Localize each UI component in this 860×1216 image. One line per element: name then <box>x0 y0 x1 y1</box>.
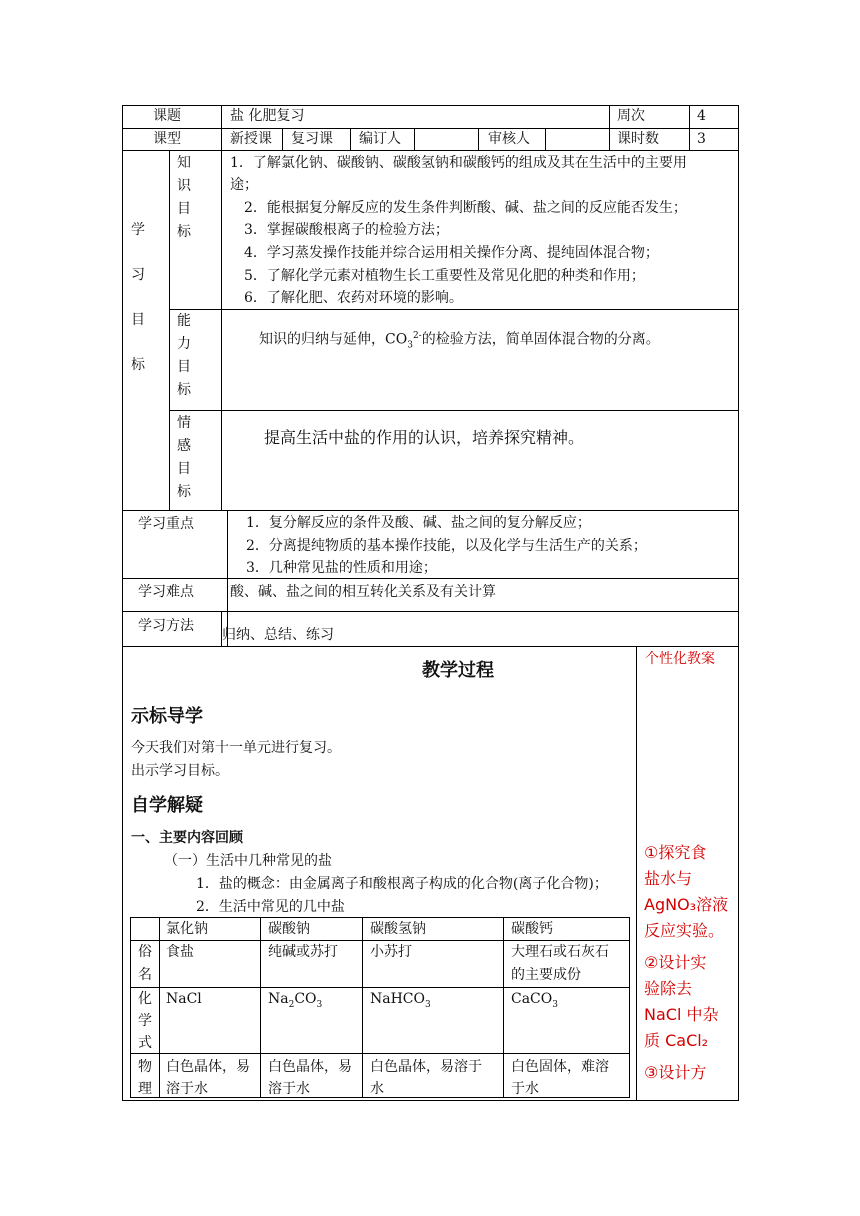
process-item: 1．盐的概念：由金属离子和酸根离子构成的化合物(离子化合物)； <box>196 876 608 892</box>
table-cell: CaCO$_3$ <box>511 991 558 1010</box>
side-title: 个性化教案 <box>645 651 715 667</box>
section-heading: 自学解疑 <box>131 795 203 816</box>
topic-label: 课题 <box>153 108 181 124</box>
process-line: 出示学习目标。 <box>131 763 229 779</box>
list-item: 3．掌握碳酸根离子的检验方法； <box>244 222 449 238</box>
table-cell: NaCl <box>166 991 202 1007</box>
process-title: 教学过程 <box>422 660 494 681</box>
key-points-label: 学习重点 <box>138 516 194 532</box>
difficulty-text: 酸、碱、盐之间的相互转化关系及有关计算 <box>230 584 496 600</box>
table-cell: 白色晶体，易 溶于水 <box>166 1059 250 1097</box>
editor-label: 编订人 <box>359 131 401 147</box>
topic-value: 盐 化肥复习 <box>230 108 305 124</box>
method-label: 学习方法 <box>138 618 194 634</box>
list-item: 1．复分解反应的条件及酸、碱、盐之间的复分解反应； <box>246 515 591 531</box>
type-new: 新授课 <box>230 131 272 147</box>
list-item: 4．学习蒸发操作技能并综合运用相关操作分离、提纯固体混合物； <box>244 245 659 261</box>
table-cell: NaHCO$_3$ <box>370 991 431 1010</box>
table-cell: 纯碱或苏打 <box>268 944 338 960</box>
table-cell: 白色固体，难溶 于水 <box>511 1059 609 1097</box>
process-line: 今天我们对第十一单元进行复习。 <box>131 740 341 756</box>
type-review: 复习课 <box>291 131 333 147</box>
emotion-text: 提高生活中盐的作用的认识，培养探究精神。 <box>264 428 585 447</box>
list-item: 2．分离提纯物质的基本操作技能，以及化学与生活生产的关系； <box>246 538 647 554</box>
ability-text: 知识的归纳与延伸，$CO_3^{2-}$的检验方法，简单固体混合物的分离。 <box>259 331 660 351</box>
week-value: 4 <box>697 108 706 124</box>
table-cell: 白色晶体，易 溶于水 <box>268 1059 352 1097</box>
list-item: 2．能根据复分解反应的发生条件判断酸、碱、盐之间的反应能否发生； <box>244 200 687 216</box>
method-text: 归纳、总结、练习 <box>222 627 334 643</box>
side-notes: ①探究食 盐水与 AgNO₃溶液 反应实验。 ②设计实 验除去 NaCl 中杂 质 CaCl₂ ③设计方 <box>644 843 729 1082</box>
section-heading: 示标导学 <box>131 706 203 727</box>
list-item: 6．了解化肥、农药对环境的影响。 <box>244 290 463 306</box>
table-header: 氯化钠 <box>166 921 208 937</box>
hours-value: 3 <box>697 131 706 147</box>
list-item: 途； <box>230 177 258 193</box>
table-cell: 的主要成份 <box>511 967 581 983</box>
sub-heading: （一）生活中几种常见的盐 <box>164 853 332 869</box>
table-cell: $Na_2CO_3$ <box>268 991 323 1010</box>
table-cell: 大理石或石灰石 <box>511 944 609 960</box>
table-cell: 食盐 <box>166 944 194 960</box>
difficulty-label: 学习难点 <box>138 584 194 600</box>
list-item: 3．几种常见盐的性质和用途； <box>246 560 437 576</box>
table-cell: 小苏打 <box>370 944 412 960</box>
list-item: 1．了解氯化钠、碳酸钠、碳酸氢钠和碳酸钙的组成及其在生活中的主要用 <box>230 155 687 171</box>
table-cell: 白色晶体，易溶于 水 <box>370 1059 482 1097</box>
table-header: 碳酸钠 <box>268 921 310 937</box>
hours-label: 课时数 <box>617 131 659 147</box>
type-label: 课型 <box>153 131 181 147</box>
sub-heading: 一、主要内容回顾 <box>131 830 243 846</box>
week-label: 周次 <box>617 108 645 124</box>
list-item: 5．了解化学元素对植物生长工重要性及常见化肥的种类和作用； <box>244 268 645 284</box>
table-header: 碳酸氢钠 <box>370 921 426 937</box>
process-item: 2．生活中常见的几中盐 <box>196 899 345 915</box>
reviewer-label: 审核人 <box>488 131 530 147</box>
table-header: 碳酸钙 <box>511 921 553 937</box>
